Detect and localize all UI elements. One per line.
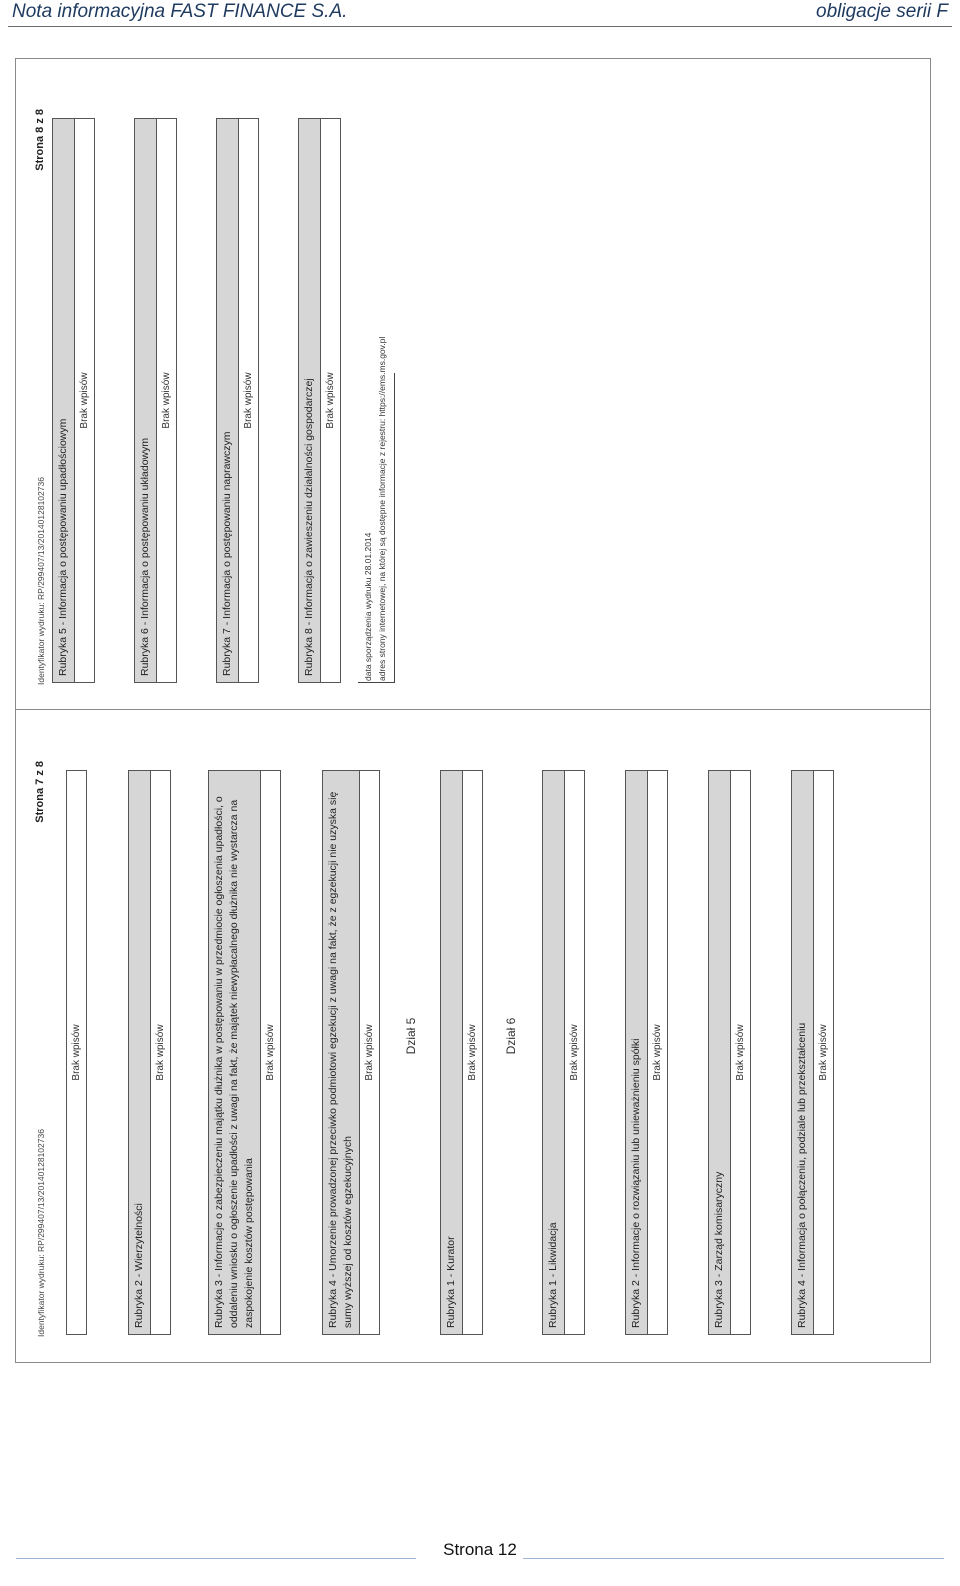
meta-bracket: [358, 682, 394, 683]
rubric-value: Brak wpisów: [648, 771, 667, 1334]
footer-page-number: Strona 12: [443, 1540, 517, 1559]
rubric-value: Brak wpisów: [67, 771, 86, 1334]
rubric-block: [542, 770, 585, 1335]
registry-website: adres strony internetowej, na której są dostępne informacje z rejestru: https://ems.ms.gov.pl: [377, 336, 387, 681]
rubric-title: Rubryka 2 - Wierzytelności: [129, 771, 151, 1334]
rubric-value: Brak wpisów: [261, 771, 280, 1334]
registry-page-number: Strona 7 z 8: [34, 761, 46, 823]
rubric-title: Rubryka 6 - Informacja o postępowaniu układowym: [135, 119, 157, 682]
rubric-title: Rubryka 4 - Informacja o połączeniu, podziale lub przekształceniu: [792, 771, 814, 1334]
rubric-block: [625, 770, 668, 1335]
rubric-block: [208, 770, 281, 1335]
rubric-value: Brak wpisów: [731, 771, 750, 1334]
print-identifier: Identyfikator wydruku: RP/299407/13/20140128102736: [36, 477, 46, 685]
registry-page-number: Strona 8 z 8: [34, 109, 46, 171]
rubric-value: Brak wpisów: [157, 119, 176, 682]
rubric-value: Brak wpisów: [565, 771, 584, 1334]
rubric-block: [66, 770, 87, 1335]
rubric-title: Rubryka 5 - Informacja o postępowaniu upadłościowym: [53, 119, 75, 682]
section-heading: Dział 6: [504, 1017, 518, 1055]
header-title: Nota informacyjna FAST FINANCE S.A.: [12, 1, 348, 22]
rubric-title: Rubryka 2 - Informacje o rozwiązaniu lub unieważnieniu spółki: [626, 771, 648, 1334]
footer-rule-right: [523, 1558, 944, 1559]
rubric-block: [322, 770, 380, 1335]
rubric-title: Rubryka 1 - Kurator: [441, 771, 463, 1334]
section-heading: Dział 5: [404, 1017, 418, 1055]
rubric-value: Brak wpisów: [360, 771, 379, 1334]
registry-page-7: [16, 710, 930, 1361]
page-header: [8, 0, 952, 27]
rubric-title: Rubryka 8 - Informacja o zawieszeniu działalności gospodarczej: [299, 119, 321, 682]
rubric-title: Rubryka 4 - Umorzenie prowadzonej przeciwko podmiotowi egzekucji z uwagi na fakt, że z egzekucji nie uzyska się sumy wyższej od kosztów egzekucyjnych: [323, 771, 360, 1334]
rubric-value: Brak wpisów: [321, 119, 340, 682]
rubric-value: Brak wpisów: [75, 119, 94, 682]
rubric-title: Rubryka 3 - Zarząd komisaryczny: [709, 771, 731, 1334]
print-identifier: Identyfikator wydruku: RP/299407/13/20140128102736: [36, 1129, 46, 1337]
rubric-block: [791, 770, 834, 1335]
page-footer: [0, 1536, 960, 1572]
meta-underline: [394, 373, 395, 683]
registry-page-8: [16, 59, 930, 709]
scanned-registry-extract: [15, 58, 931, 1363]
print-date: data sporządzenia wydruku 28.01.2014: [363, 532, 373, 681]
rubric-block: [52, 118, 95, 683]
rubric-title: Rubryka 3 - Informacje o zabezpieczeniu majątku dłużnika w postępowaniu w przedmiocie ogłoszenia upadłości, o oddaleniu wniosku o ogłoszenie upadłości z uwagi na fakt, że majątek niewypłacalnego dłużnika nie wystarcza na zaspokojenie kosztów postępowania: [209, 771, 261, 1334]
rubric-value: Brak wpisów: [814, 771, 833, 1334]
rubric-title: Rubryka 7 - Informacja o postępowaniu naprawczym: [217, 119, 239, 682]
header-series: obligacje serii F: [816, 1, 948, 22]
rubric-block: [128, 770, 171, 1335]
rubric-block: [134, 118, 177, 683]
rubric-block: [440, 770, 483, 1335]
rubric-block: [298, 118, 341, 683]
rubric-title: Rubryka 1 - Likwidacja: [543, 771, 565, 1334]
rubric-value: Brak wpisów: [151, 771, 170, 1334]
rubric-value: Brak wpisów: [463, 771, 482, 1334]
rubric-block: [708, 770, 751, 1335]
rubric-value: Brak wpisów: [239, 119, 258, 682]
rubric-block: [216, 118, 259, 683]
